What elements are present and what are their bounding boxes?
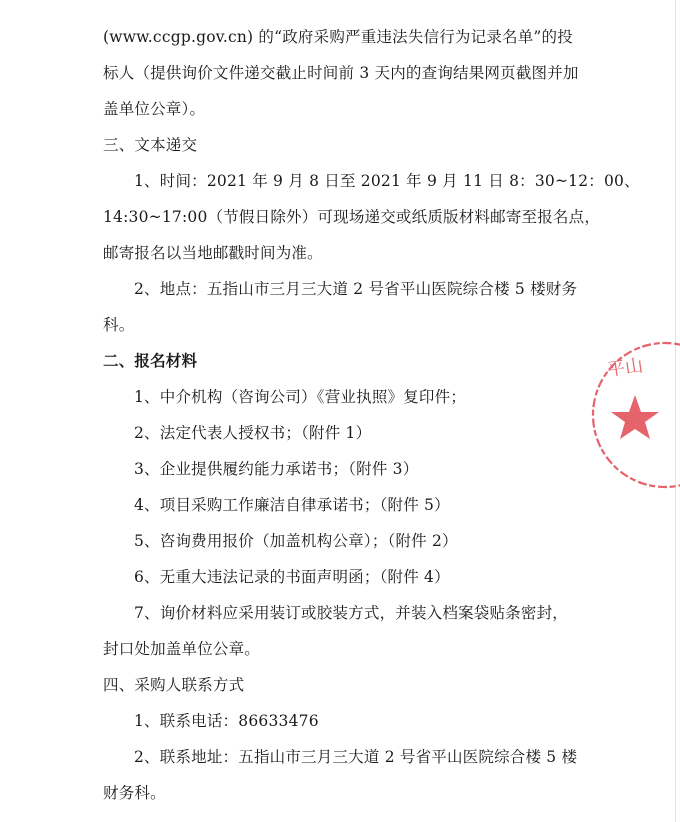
list-item: 3、企业提供履约能力承诺书；（附件 3） bbox=[134, 460, 419, 478]
text-line-time-2: 14:30~17:00（节假日除外）可现场递交或纸质版材料邮寄至报名点， bbox=[103, 208, 601, 226]
list-item: 4、项目采购工作廉洁自律承诺书；（附件 5） bbox=[134, 496, 450, 514]
section-heading-3: 三、文本递交 bbox=[103, 136, 198, 154]
section-heading-2: 二、报名材料 bbox=[103, 351, 198, 370]
contact-address: 2、联系地址：五指山市三月三大道 2 号省平山医院综合楼 5 楼 bbox=[134, 748, 578, 766]
contact-address-2: 财务科。 bbox=[103, 784, 166, 802]
text-line-2: 标人（提供询价文件递交截止时间前 3 天内的查询结果网页截图并加 bbox=[103, 64, 579, 82]
text-line-time: 1、时间：2021 年 9 月 8 日至 2021 年 9 月 11 日 8：30~12：00、 bbox=[134, 172, 640, 190]
text-line-location-2: 科。 bbox=[103, 316, 135, 334]
list-item: 2、法定代表人授权书；（附件 1） bbox=[134, 424, 372, 442]
list-item: 7、询价材料应采用装订或胶装方式，并装入档案袋贴条密封， bbox=[134, 604, 568, 622]
text-line-location: 2、地点：五指山市三月三大道 2 号省平山医院综合楼 5 楼财务 bbox=[134, 280, 578, 298]
seal-text: 平山 bbox=[605, 355, 645, 381]
section-heading-4: 四、采购人联系方式 bbox=[103, 676, 245, 694]
text-line-1: (www.ccgp.gov.cn) 的“政府采购严重违法失信行为记录名单”的投 bbox=[103, 28, 573, 46]
list-item: 5、咨询费用报价（加盖机构公章）；（附件 2） bbox=[134, 532, 458, 550]
list-item: 1、中介机构（咨询公司）《营业执照》复印件； bbox=[134, 388, 467, 406]
red-star-seal-icon bbox=[580, 340, 680, 490]
contact-phone: 1、联系电话：86633476 bbox=[134, 712, 319, 730]
text-line-3: 盖单位公章）。 bbox=[103, 100, 206, 118]
text-line-time-3: 邮寄报名以当地邮戳时间为准。 bbox=[103, 244, 323, 262]
list-item-continuation: 封口处加盖单位公章。 bbox=[103, 640, 261, 658]
list-item: 6、无重大违法记录的书面声明函；（附件 4） bbox=[134, 568, 450, 586]
